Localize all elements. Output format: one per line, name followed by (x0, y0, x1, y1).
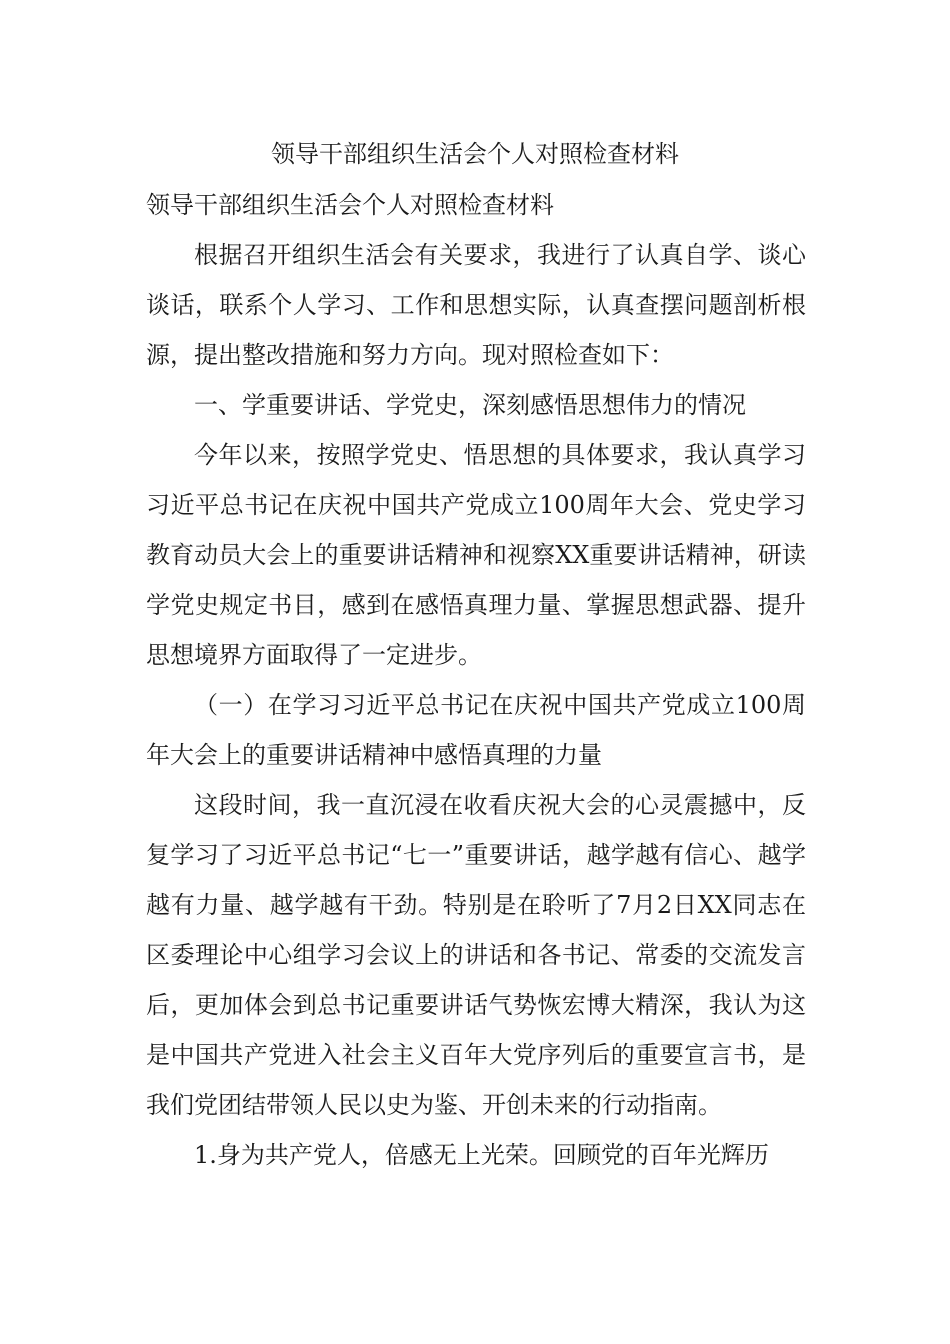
paragraph-section-one: 今年以来，按照学党史、悟思想的具体要求，我认真学习习近平总书记在庆祝中国共产党成立100周年大会、党史学习教育动员大会上的重要讲话精神和视察XX重要讲话精神，研读学党史规定书目，感到在感悟真理力量、掌握思想武器、提升思想境界方面取得了一定进步。 (146, 441, 806, 669)
paragraph-subsection-one: 这段时间，我一直沉浸在收看庆祝大会的心灵震撼中，反复学习了习近平总书记“七一”重要讲话，越学越有信心、越学越有力量、越学越有干劲。特别是在聆听了7月2日XX同志在区委理论中心组学习会议上的讲话和各书记、常委的交流发言后，更加体会到总书记重要讲话气势恢宏博大精深，我认为这是中国共产党进入社会主义百年大党序列后的重要宣言书，是我们党团结带领人民以史为鉴、开创未来的行动指南。 (146, 791, 806, 1119)
subsection-heading-one: （一）在学习习近平总书记在庆祝中国共产党成立100周年大会上的重要讲话精神中感悟真理的力量 (146, 691, 806, 769)
numbered-item-one: 1.身为共产党人，倍感无上光荣。回顾党的百年光辉历 (194, 1141, 769, 1169)
section-heading-one: 一、学重要讲话、学党史，深刻感悟思想伟力的情况 (194, 391, 746, 419)
paragraph-intro: 根据召开组织生活会有关要求，我进行了认真自学、谈心谈话，联系个人学习、工作和思想实际，认真查摆问题剖析根源，提出整改措施和努力方向。现对照检查如下： (146, 241, 806, 369)
document-subtitle: 领导干部组织生活会个人对照检查材料 (146, 191, 554, 219)
document-title: 领导干部组织生活会个人对照检查材料 (271, 140, 679, 168)
document-body (146, 180, 806, 1180)
